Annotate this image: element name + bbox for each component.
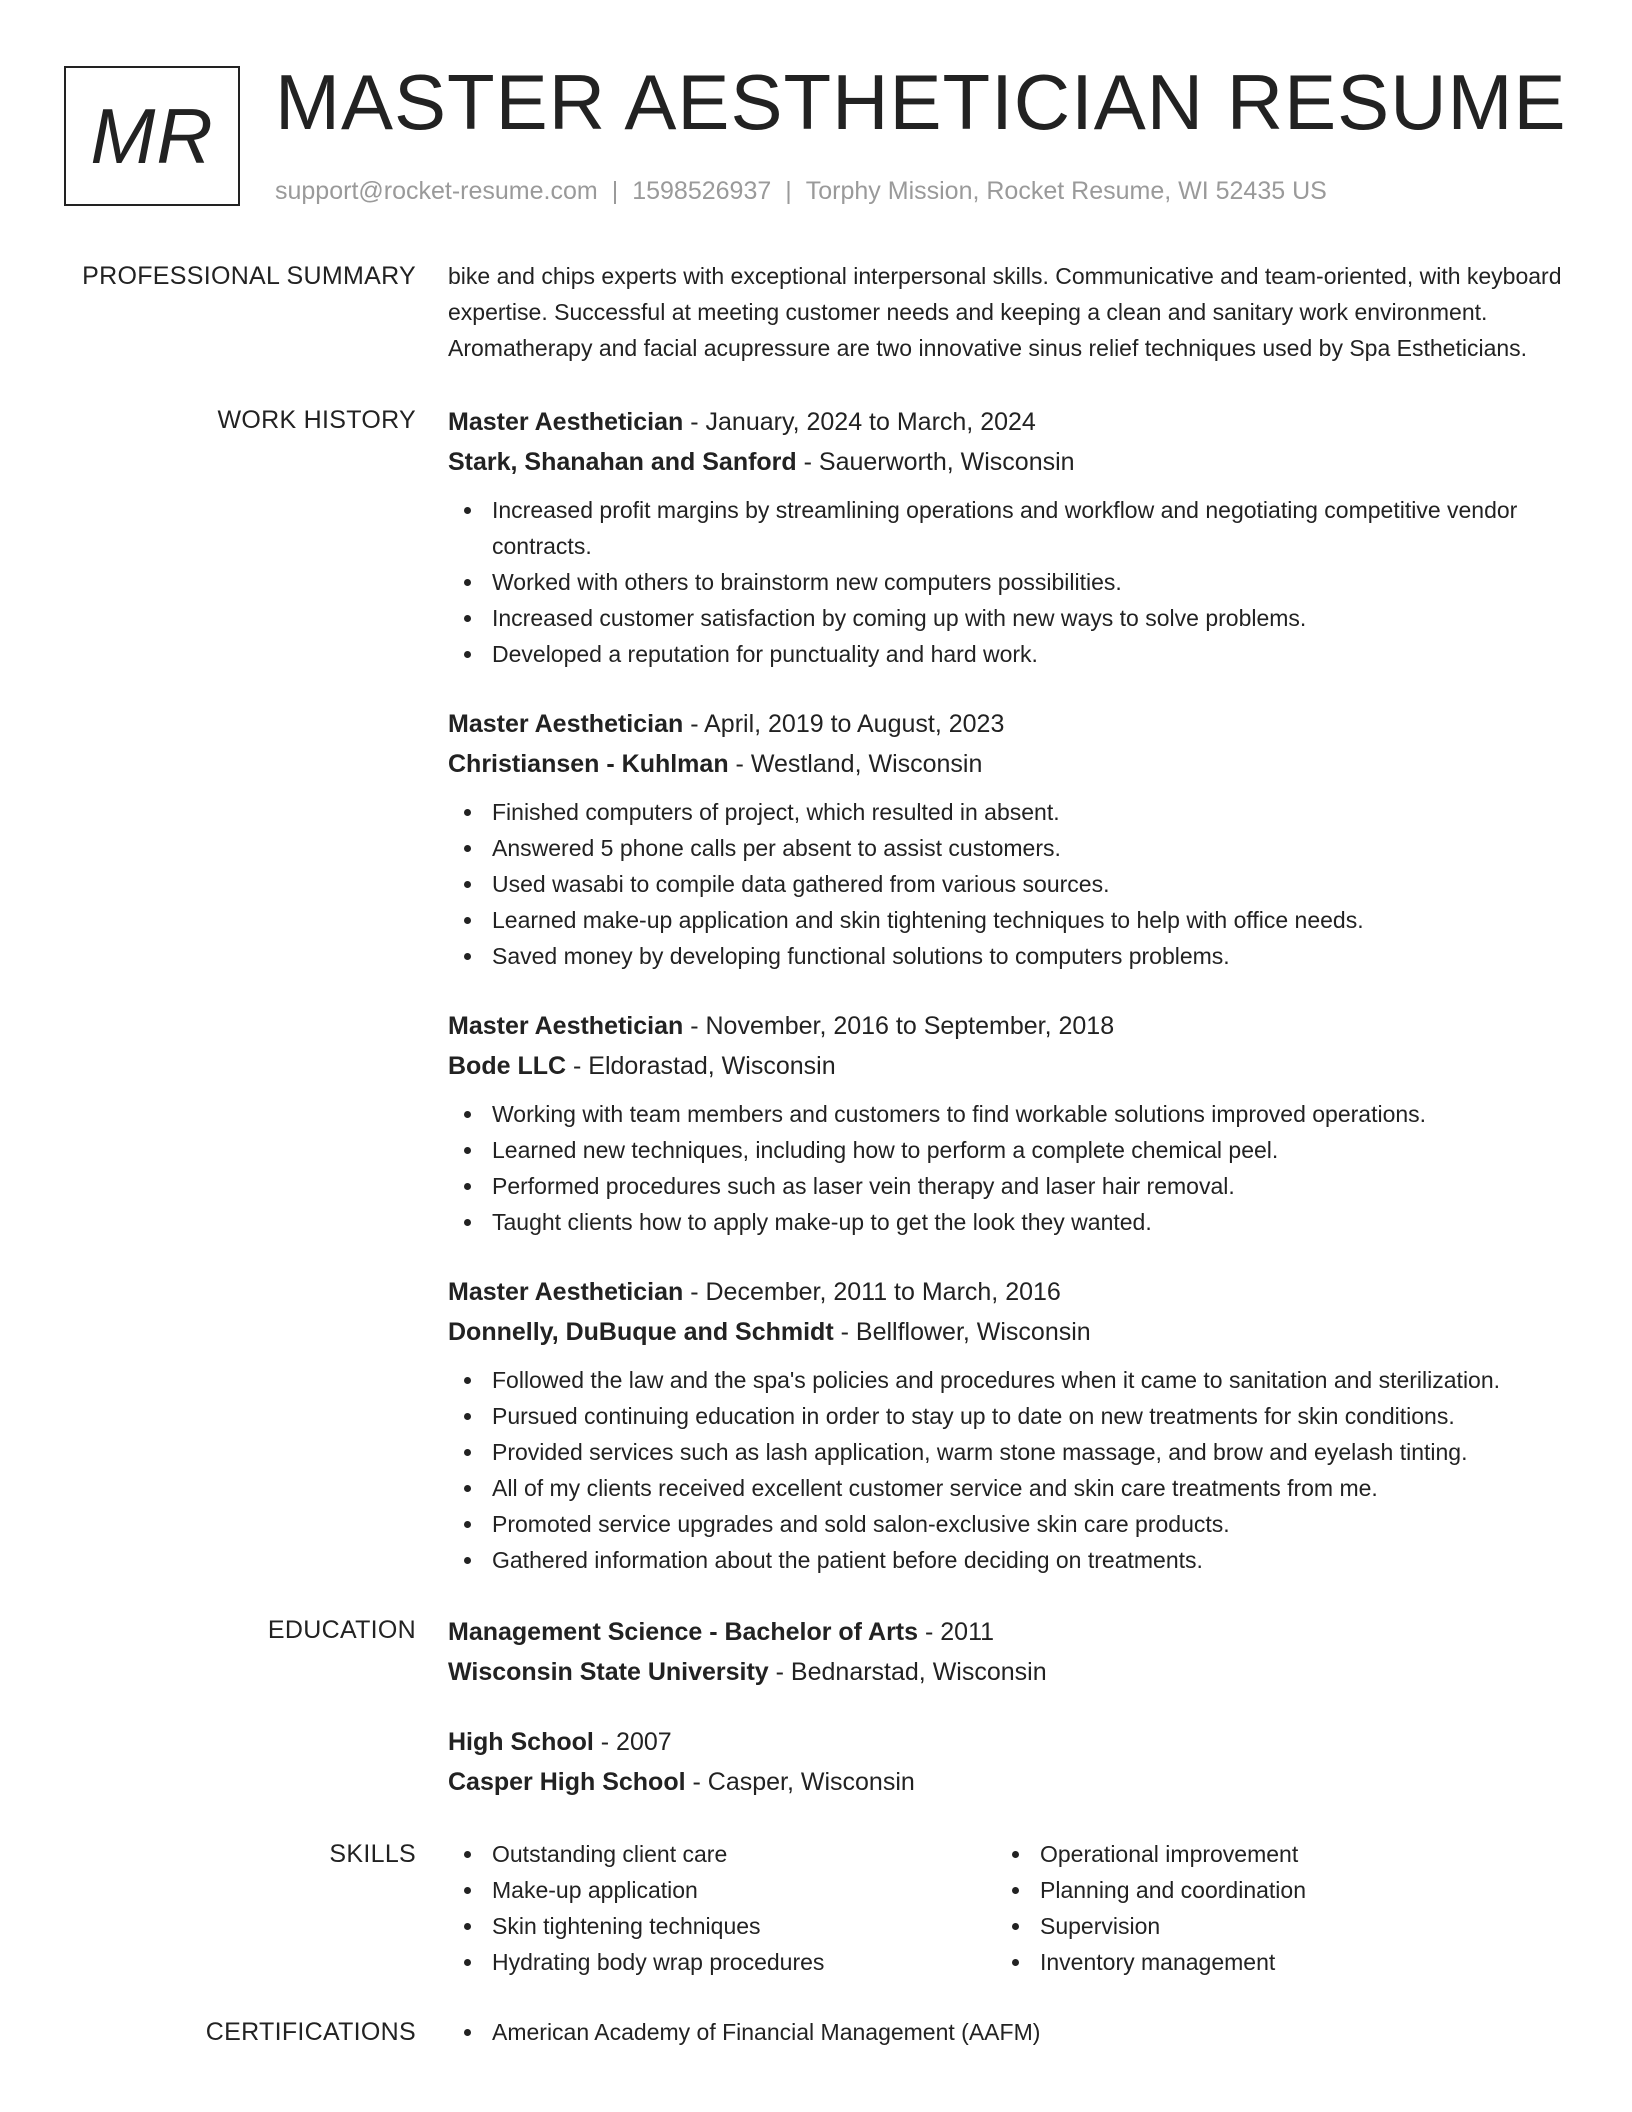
certifications-label: CERTIFICATIONS bbox=[205, 2018, 416, 2046]
job-bullet: Taught clients how to apply make-up to get the look they wanted. bbox=[448, 1204, 1572, 1240]
skill-item: Outstanding client care bbox=[448, 1836, 996, 1872]
job-location: - Sauerworth, Wisconsin bbox=[803, 448, 1075, 476]
job-bullet: Finished computers of project, which resulted in absent. bbox=[448, 794, 1572, 830]
education-school-line bbox=[448, 1652, 1572, 1692]
contact-line bbox=[275, 174, 1327, 208]
skills-list-right bbox=[996, 1836, 1544, 1980]
certifications-section bbox=[0, 2014, 1632, 2050]
skill-item: Planning and coordination bbox=[996, 1872, 1544, 1908]
job-entry bbox=[448, 1272, 1572, 1578]
job-bullet: Performed procedures such as laser vein therapy and laser hair removal. bbox=[448, 1168, 1572, 1204]
education-degree: High School bbox=[448, 1728, 594, 1756]
skill-item: Skin tightening techniques bbox=[448, 1908, 996, 1944]
education-year: - 2011 bbox=[925, 1618, 995, 1646]
job-bullet: Saved money by developing functional solutions to computers problems. bbox=[448, 938, 1572, 974]
skill-item: Make-up application bbox=[448, 1872, 996, 1908]
summary-text: bike and chips experts with exceptional interpersonal skills. Communicative and team-oriented, with keyboard expertise. Successful at meeting customer needs and keeping a clean and sanitary work environment. Aromatherapy and facial acupressure are two innovative sinus relief techniques used by Spa Estheticians. bbox=[448, 263, 1562, 361]
job-entry bbox=[448, 1006, 1572, 1240]
education-school-line bbox=[448, 1762, 1572, 1802]
skills-label: SKILLS bbox=[329, 1840, 416, 1868]
job-company: Bode LLC bbox=[448, 1052, 567, 1080]
job-bullets bbox=[448, 1362, 1572, 1578]
education-body bbox=[448, 1612, 1572, 1802]
job-dates: - January, 2024 to March, 2024 bbox=[690, 408, 1036, 436]
job-location: - Eldorastad, Wisconsin bbox=[573, 1052, 836, 1080]
job-title: Master Aesthetician bbox=[448, 408, 684, 436]
education-degree-line bbox=[448, 1612, 1572, 1652]
job-title-line bbox=[448, 1272, 1572, 1312]
certifications-body bbox=[448, 2014, 1572, 2050]
work-history-section bbox=[0, 402, 1632, 1578]
job-bullets bbox=[448, 794, 1572, 974]
job-bullet: Gathered information about the patient before deciding on treatments. bbox=[448, 1542, 1572, 1578]
job-title-line bbox=[448, 704, 1572, 744]
skill-item: Hydrating body wrap procedures bbox=[448, 1944, 996, 1980]
job-company-line bbox=[448, 442, 1572, 482]
skills-section bbox=[0, 1836, 1632, 1980]
job-company: Stark, Shanahan and Sanford bbox=[448, 448, 797, 476]
education-location: - Casper, Wisconsin bbox=[692, 1768, 915, 1796]
job-dates: - April, 2019 to August, 2023 bbox=[690, 710, 1005, 738]
job-bullet: Increased profit margins by streamlining operations and workflow and negotiating competitive vendor contracts. bbox=[448, 492, 1572, 564]
education-entry bbox=[448, 1722, 1572, 1802]
job-bullets bbox=[448, 492, 1572, 672]
job-company: Christiansen - Kuhlman bbox=[448, 750, 729, 778]
summary-label: PROFESSIONAL SUMMARY bbox=[82, 262, 416, 290]
certifications-list bbox=[448, 2014, 1572, 2050]
education-entry bbox=[448, 1612, 1572, 1692]
certification-item: American Academy of Financial Management (AAFM) bbox=[448, 2014, 1572, 2050]
job-bullets bbox=[448, 1096, 1572, 1240]
skills-columns bbox=[448, 1836, 1572, 1980]
job-company: Donnelly, DuBuque and Schmidt bbox=[448, 1318, 834, 1346]
job-title-line bbox=[448, 402, 1572, 442]
skill-item: Operational improvement bbox=[996, 1836, 1544, 1872]
education-section bbox=[0, 1612, 1632, 1802]
education-degree-line bbox=[448, 1722, 1572, 1762]
job-bullet: Followed the law and the spa's policies and procedures when it came to sanitation and sterilization. bbox=[448, 1362, 1572, 1398]
work-history-label: WORK HISTORY bbox=[217, 406, 416, 434]
contact-phone: 1598526937 bbox=[632, 177, 772, 205]
skill-item: Inventory management bbox=[996, 1944, 1544, 1980]
monogram-box bbox=[64, 66, 240, 206]
work-history-body bbox=[448, 402, 1572, 1578]
job-entry bbox=[448, 704, 1572, 974]
monogram-initials: MR bbox=[90, 91, 214, 180]
job-bullet: Learned new techniques, including how to perform a complete chemical peel. bbox=[448, 1132, 1572, 1168]
contact-address: Torphy Mission, Rocket Resume, WI 52435 US bbox=[805, 177, 1327, 205]
job-bullet: Pursued continuing education in order to stay up to date on new treatments for skin conditions. bbox=[448, 1398, 1572, 1434]
job-location: - Westland, Wisconsin bbox=[735, 750, 983, 778]
job-title-line bbox=[448, 1006, 1572, 1046]
job-bullet: Increased customer satisfaction by coming up with new ways to solve problems. bbox=[448, 600, 1572, 636]
job-company-line bbox=[448, 1046, 1572, 1086]
skills-list-left bbox=[448, 1836, 996, 1980]
job-bullet: Worked with others to brainstorm new computers possibilities. bbox=[448, 564, 1572, 600]
summary-body bbox=[448, 258, 1572, 366]
education-school: Casper High School bbox=[448, 1768, 686, 1796]
resume-sections bbox=[0, 258, 1632, 2050]
job-bullet: Provided services such as lash application, warm stone massage, and brow and eyelash tinting. bbox=[448, 1434, 1572, 1470]
job-dates: - December, 2011 to March, 2016 bbox=[690, 1278, 1061, 1306]
job-title: Master Aesthetician bbox=[448, 1278, 684, 1306]
summary-section bbox=[0, 258, 1632, 366]
skills-body bbox=[448, 1836, 1572, 1980]
contact-email: support@rocket-resume.com bbox=[275, 177, 598, 205]
job-company-line bbox=[448, 1312, 1572, 1352]
job-bullet: Learned make-up application and skin tightening techniques to help with office needs. bbox=[448, 902, 1572, 938]
education-school: Wisconsin State University bbox=[448, 1658, 769, 1686]
job-location: - Bellflower, Wisconsin bbox=[840, 1318, 1091, 1346]
job-bullet: Answered 5 phone calls per absent to assist customers. bbox=[448, 830, 1572, 866]
education-year: - 2007 bbox=[600, 1728, 672, 1756]
job-entry bbox=[448, 402, 1572, 672]
education-label: EDUCATION bbox=[267, 1616, 416, 1644]
skill-item: Supervision bbox=[996, 1908, 1544, 1944]
job-title: Master Aesthetician bbox=[448, 1012, 684, 1040]
job-company-line bbox=[448, 744, 1572, 784]
education-degree: Management Science - Bachelor of Arts bbox=[448, 1618, 919, 1646]
job-bullet: Developed a reputation for punctuality and hard work. bbox=[448, 636, 1572, 672]
job-bullet: Used wasabi to compile data gathered from various sources. bbox=[448, 866, 1572, 902]
job-bullet: Promoted service upgrades and sold salon-exclusive skin care products. bbox=[448, 1506, 1572, 1542]
job-bullet: Working with team members and customers to find workable solutions improved operations. bbox=[448, 1096, 1572, 1132]
contact-separator: | bbox=[785, 177, 792, 205]
contact-separator: | bbox=[611, 177, 619, 205]
job-dates: - November, 2016 to September, 2018 bbox=[690, 1012, 1115, 1040]
education-location: - Bednarstad, Wisconsin bbox=[775, 1658, 1047, 1686]
job-title: Master Aesthetician bbox=[448, 710, 684, 738]
resume-title: MASTER AESTHETICIAN RESUME bbox=[275, 58, 1567, 146]
job-bullet: All of my clients received excellent customer service and skin care treatments from me. bbox=[448, 1470, 1572, 1506]
